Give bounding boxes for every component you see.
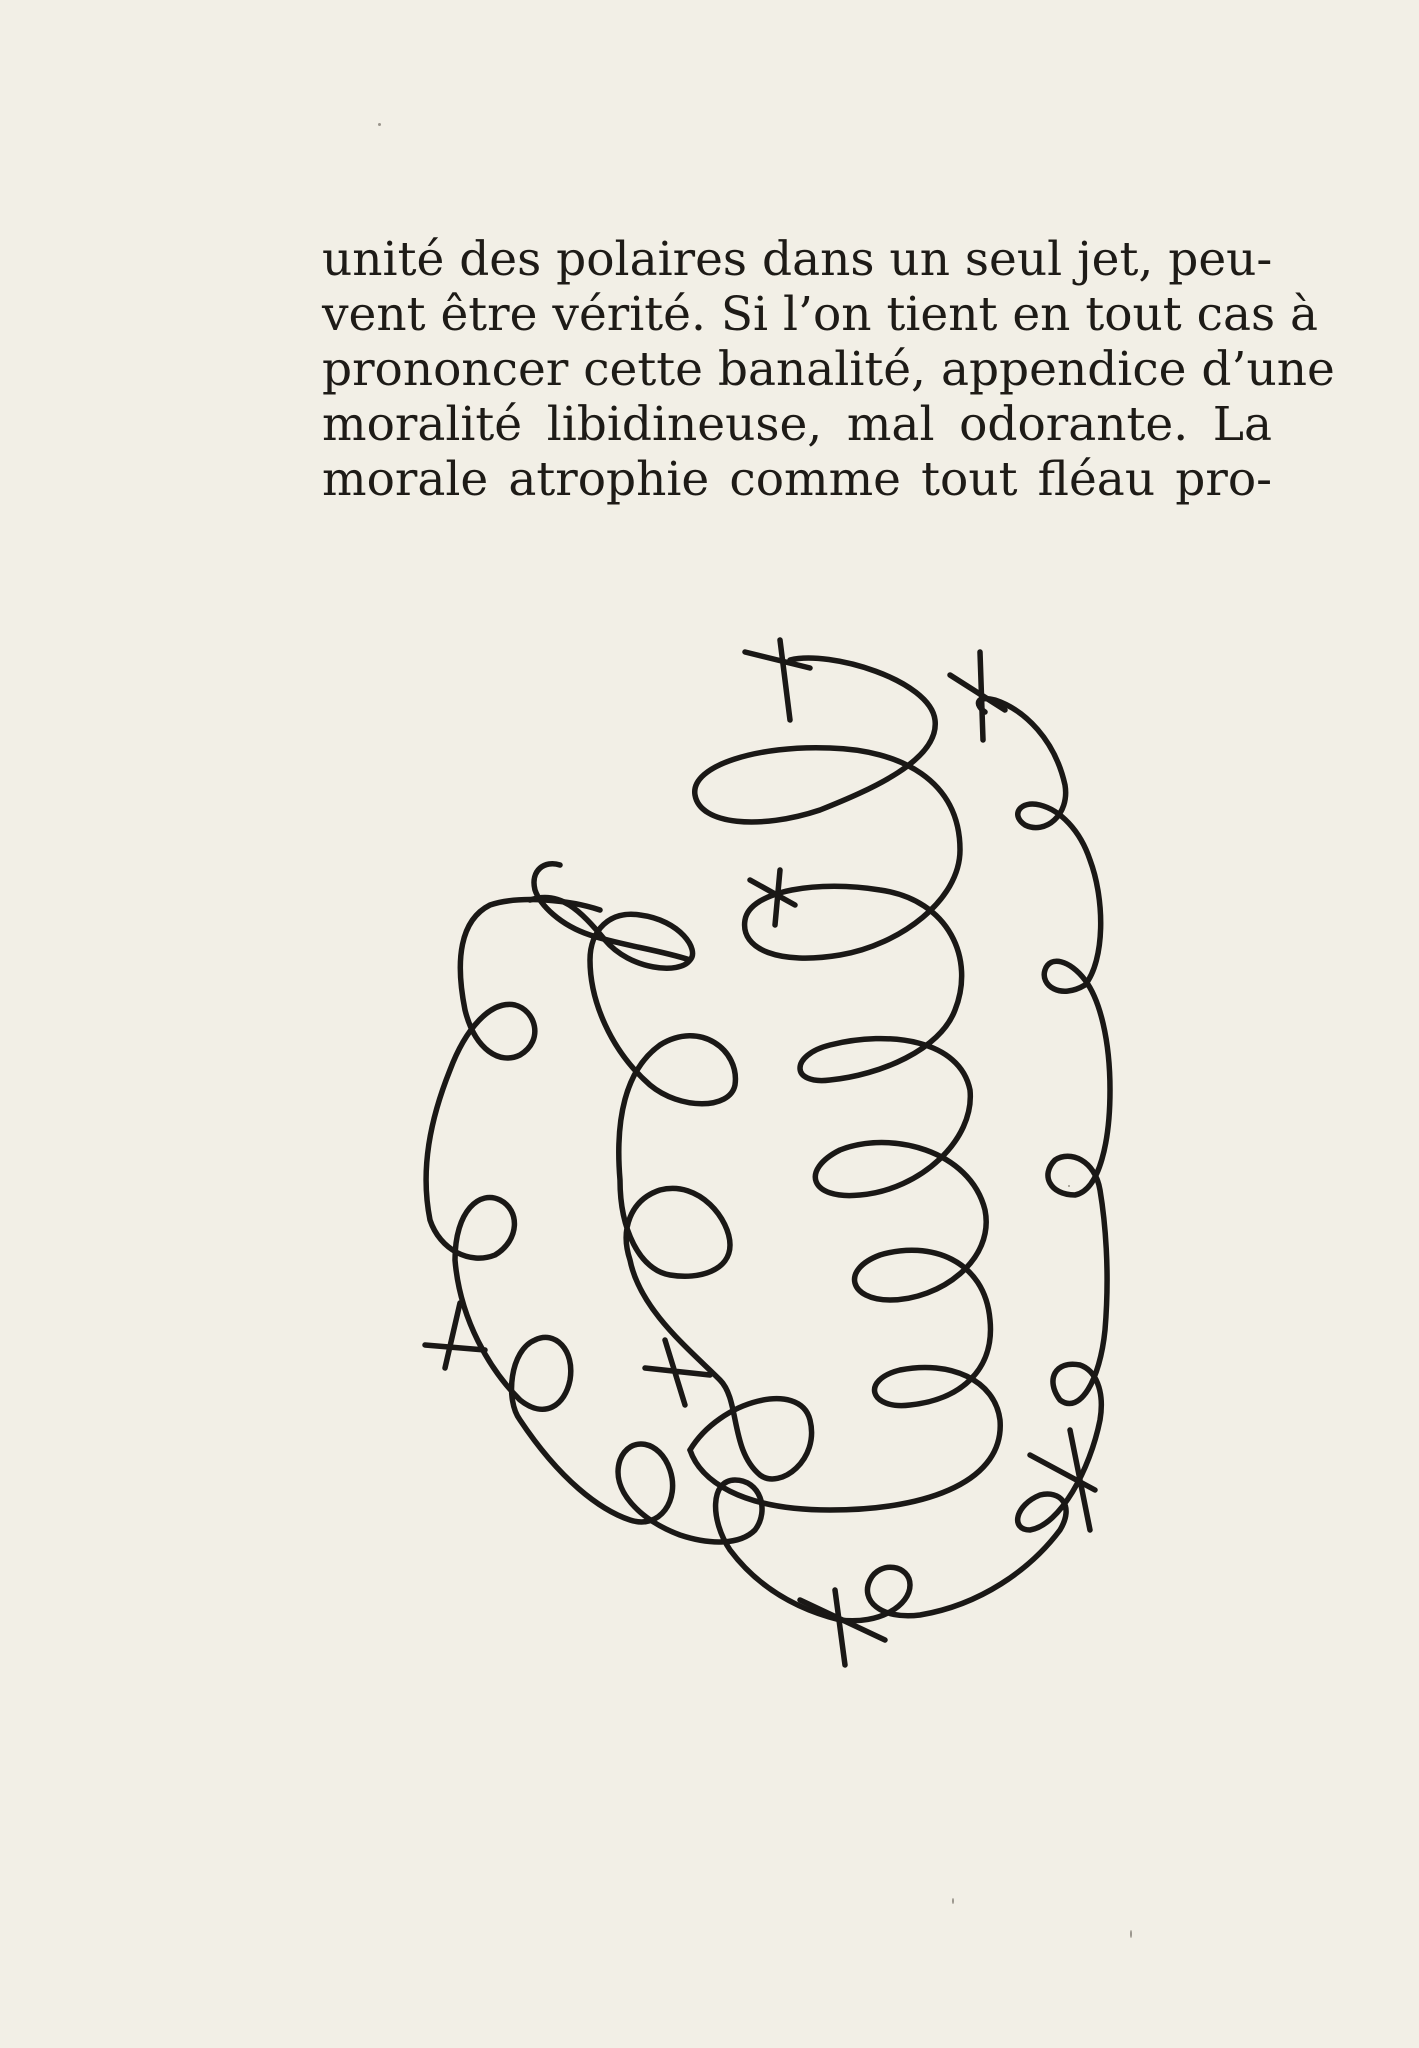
paper-speck xyxy=(378,123,381,126)
loop-drawing-illustration xyxy=(400,630,1130,1690)
paper-speck xyxy=(1130,1930,1132,1938)
text-line-3: prononcer cette banalité, appendice d’une xyxy=(322,342,1335,397)
paper-speck xyxy=(952,1898,954,1904)
outer-left-line xyxy=(426,900,840,1620)
bottom-arc-line xyxy=(840,699,1110,1621)
text-line-1: unité des polaires dans un seul jet, peu- xyxy=(322,232,1273,287)
star-mark xyxy=(950,652,1005,740)
text-line-2: vent être vérité. Si l’on tient en tout cas à xyxy=(322,287,1319,342)
star-mark xyxy=(645,1340,710,1405)
body-text xyxy=(322,232,1335,507)
paper-speck xyxy=(1068,1185,1070,1187)
text-line-5: morale atrophie comme tout fléau pro- xyxy=(322,452,1272,507)
middle-loop-line xyxy=(530,897,812,1479)
loop-drawing-svg xyxy=(400,630,1130,1690)
text-line-4: moralité libidineuse, mal odorante. La xyxy=(322,397,1272,452)
star-mark xyxy=(1030,1430,1095,1530)
star-mark xyxy=(745,640,810,720)
